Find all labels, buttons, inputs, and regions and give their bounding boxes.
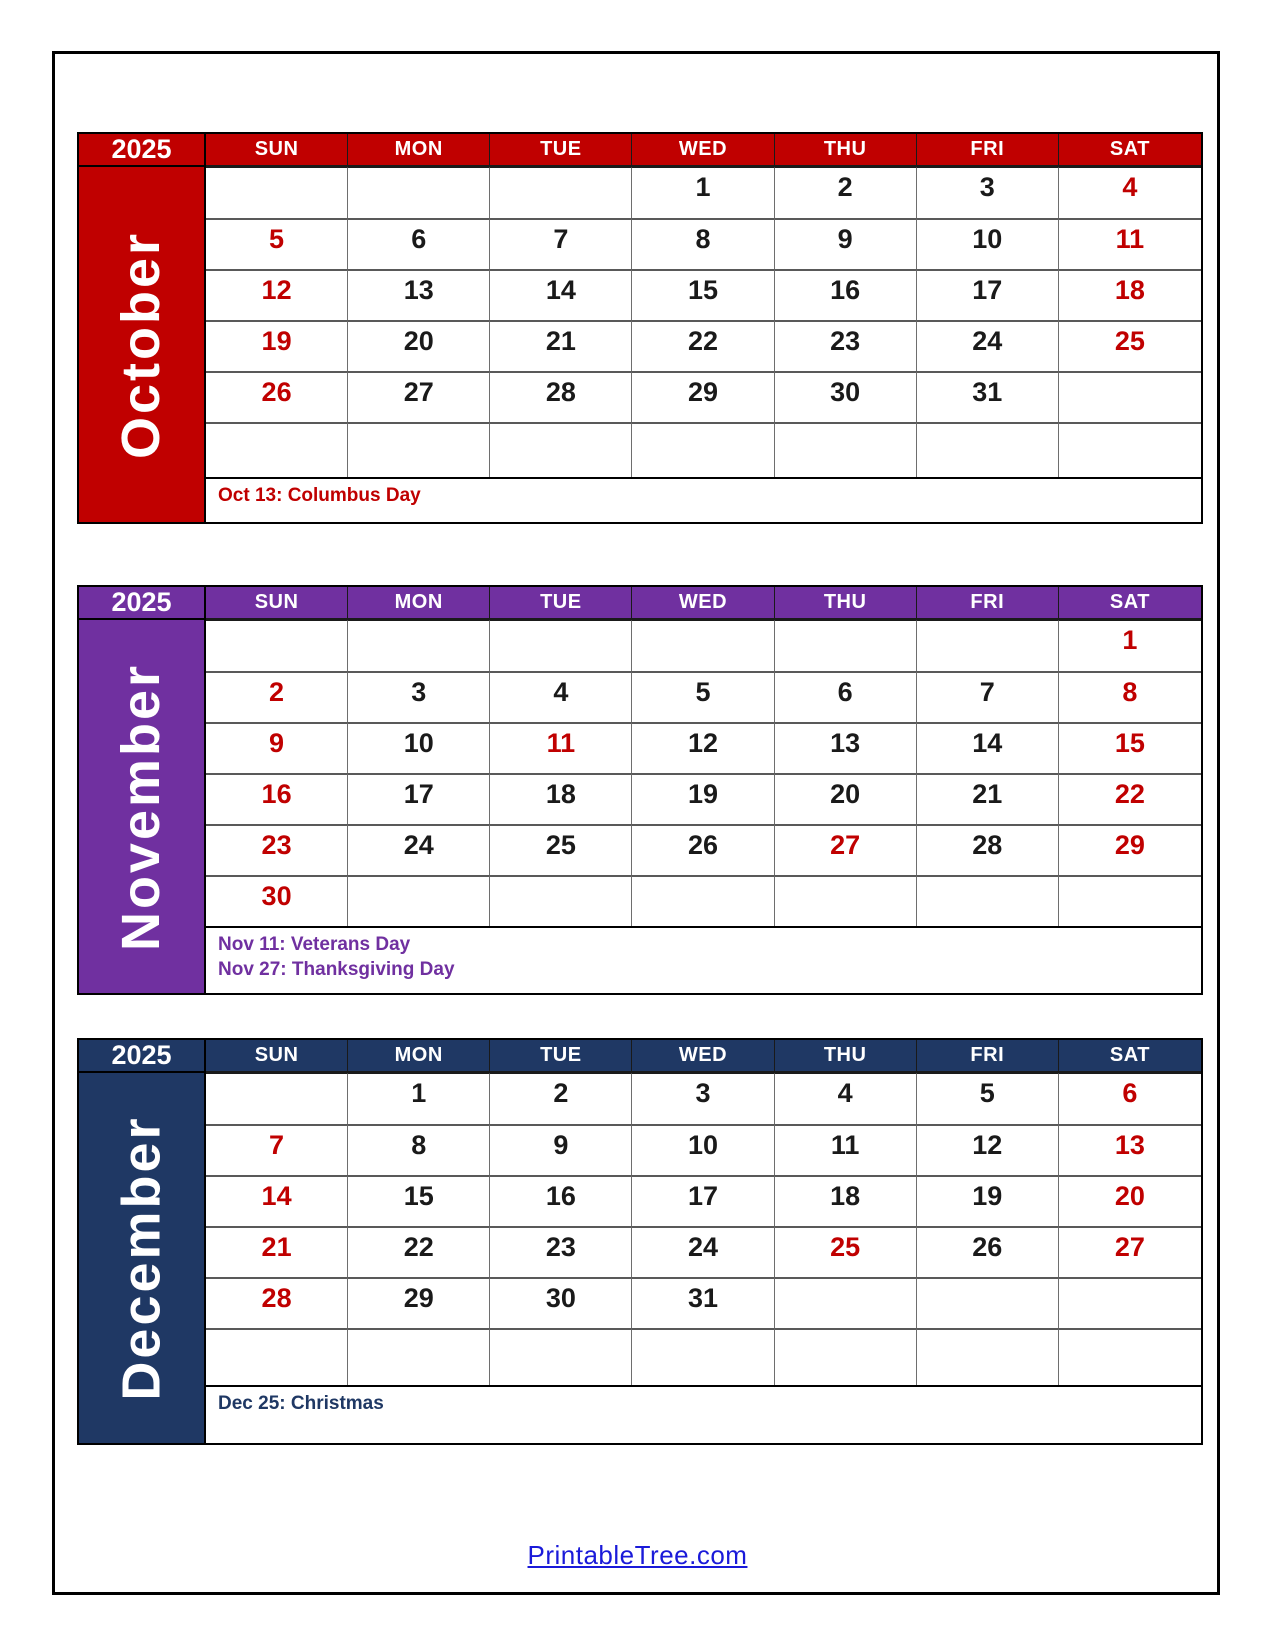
- day-dec-26: 26: [917, 1226, 1059, 1277]
- day-nov-24: 24: [348, 824, 490, 875]
- day-cell-empty: [917, 422, 1059, 477]
- day-oct-22: 22: [632, 320, 774, 371]
- day-dec-10: 10: [632, 1124, 774, 1175]
- day-header-fri: FRI: [917, 587, 1059, 620]
- year-label-october: 2025: [79, 134, 206, 167]
- holiday-notes-december: [206, 1385, 1201, 1443]
- day-dec-29: 29: [348, 1277, 490, 1328]
- day-cell-empty: [490, 422, 632, 477]
- day-cell-empty: [775, 1277, 917, 1328]
- day-nov-25: 25: [490, 824, 632, 875]
- day-nov-22: 22: [1059, 773, 1201, 824]
- day-header-sat: SAT: [1059, 1040, 1201, 1073]
- day-oct-26: 26: [206, 371, 348, 422]
- day-header-mon: MON: [348, 134, 490, 167]
- day-nov-18: 18: [490, 773, 632, 824]
- month-name-vertical: December: [111, 1115, 172, 1401]
- day-cell-empty: [206, 620, 348, 671]
- day-nov-20: 20: [775, 773, 917, 824]
- day-header-thu: THU: [775, 134, 917, 167]
- day-dec-21: 21: [206, 1226, 348, 1277]
- day-dec-6: 6: [1059, 1073, 1201, 1124]
- day-oct-23: 23: [775, 320, 917, 371]
- day-oct-14: 14: [490, 269, 632, 320]
- day-header-mon: MON: [348, 587, 490, 620]
- day-cell-empty: [775, 1328, 917, 1385]
- day-dec-4: 4: [775, 1073, 917, 1124]
- day-oct-21: 21: [490, 320, 632, 371]
- day-header-fri: FRI: [917, 134, 1059, 167]
- day-cell-empty: [775, 422, 917, 477]
- day-cell-empty: [206, 167, 348, 218]
- day-cell-empty: [917, 1277, 1059, 1328]
- day-dec-14: 14: [206, 1175, 348, 1226]
- day-oct-4: 4: [1059, 167, 1201, 218]
- holiday-note: Nov 11: Veterans Day: [218, 934, 411, 955]
- day-header-tue: TUE: [490, 134, 632, 167]
- day-cell-empty: [1059, 1277, 1201, 1328]
- day-cell-empty: [1059, 422, 1201, 477]
- holiday-notes-november: [206, 926, 1201, 993]
- day-header-fri: FRI: [917, 1040, 1059, 1073]
- day-cell-empty: [206, 1073, 348, 1124]
- day-dec-24: 24: [632, 1226, 774, 1277]
- holiday-note: Nov 27: Thanksgiving Day: [218, 958, 455, 980]
- day-dec-9: 9: [490, 1124, 632, 1175]
- day-dec-31: 31: [632, 1277, 774, 1328]
- holiday-note: Dec 25: Christmas: [218, 1393, 384, 1414]
- day-oct-18: 18: [1059, 269, 1201, 320]
- day-dec-19: 19: [917, 1175, 1059, 1226]
- day-header-sun: SUN: [206, 1040, 348, 1073]
- day-nov-5: 5: [632, 671, 774, 722]
- day-cell-empty: [917, 1328, 1059, 1385]
- day-cell-empty: [632, 422, 774, 477]
- day-dec-18: 18: [775, 1175, 917, 1226]
- day-cell-empty: [1059, 1328, 1201, 1385]
- day-dec-17: 17: [632, 1175, 774, 1226]
- day-dec-7: 7: [206, 1124, 348, 1175]
- day-nov-16: 16: [206, 773, 348, 824]
- day-nov-17: 17: [348, 773, 490, 824]
- day-cell-empty: [775, 620, 917, 671]
- day-header-thu: THU: [775, 587, 917, 620]
- day-oct-6: 6: [348, 218, 490, 269]
- day-header-wed: WED: [632, 1040, 774, 1073]
- day-dec-3: 3: [632, 1073, 774, 1124]
- day-header-sat: SAT: [1059, 134, 1201, 167]
- month-band-november: [79, 620, 206, 993]
- month-band-december: [79, 1073, 206, 1443]
- day-oct-11: 11: [1059, 218, 1201, 269]
- day-dec-25: 25: [775, 1226, 917, 1277]
- day-dec-12: 12: [917, 1124, 1059, 1175]
- day-dec-20: 20: [1059, 1175, 1201, 1226]
- day-dec-16: 16: [490, 1175, 632, 1226]
- day-nov-26: 26: [632, 824, 774, 875]
- day-dec-28: 28: [206, 1277, 348, 1328]
- month-name-vertical: November: [111, 662, 172, 951]
- day-nov-10: 10: [348, 722, 490, 773]
- day-cell-empty: [206, 422, 348, 477]
- day-oct-17: 17: [917, 269, 1059, 320]
- day-oct-7: 7: [490, 218, 632, 269]
- day-oct-29: 29: [632, 371, 774, 422]
- day-dec-11: 11: [775, 1124, 917, 1175]
- day-cell-empty: [348, 1328, 490, 1385]
- day-nov-29: 29: [1059, 824, 1201, 875]
- month-calendar-november: [77, 585, 1203, 995]
- footer: [0, 1540, 1275, 1571]
- day-dec-22: 22: [348, 1226, 490, 1277]
- day-nov-30: 30: [206, 875, 348, 926]
- day-nov-8: 8: [1059, 671, 1201, 722]
- day-header-tue: TUE: [490, 1040, 632, 1073]
- day-nov-23: 23: [206, 824, 348, 875]
- day-nov-4: 4: [490, 671, 632, 722]
- day-cell-empty: [490, 875, 632, 926]
- day-header-wed: WED: [632, 134, 774, 167]
- day-dec-13: 13: [1059, 1124, 1201, 1175]
- day-oct-10: 10: [917, 218, 1059, 269]
- day-cell-empty: [348, 422, 490, 477]
- day-cell-empty: [490, 620, 632, 671]
- day-oct-30: 30: [775, 371, 917, 422]
- day-cell-empty: [1059, 875, 1201, 926]
- day-nov-3: 3: [348, 671, 490, 722]
- day-cell-empty: [348, 875, 490, 926]
- day-nov-1: 1: [1059, 620, 1201, 671]
- day-header-sun: SUN: [206, 587, 348, 620]
- day-nov-15: 15: [1059, 722, 1201, 773]
- day-header-tue: TUE: [490, 587, 632, 620]
- day-nov-14: 14: [917, 722, 1059, 773]
- day-oct-2: 2: [775, 167, 917, 218]
- day-cell-empty: [775, 875, 917, 926]
- month-name-vertical: October: [111, 230, 172, 459]
- day-dec-30: 30: [490, 1277, 632, 1328]
- day-cell-empty: [490, 1328, 632, 1385]
- day-cell-empty: [206, 1328, 348, 1385]
- holiday-notes-october: [206, 477, 1201, 522]
- day-dec-8: 8: [348, 1124, 490, 1175]
- day-cell-empty: [348, 167, 490, 218]
- day-header-sat: SAT: [1059, 587, 1201, 620]
- day-dec-23: 23: [490, 1226, 632, 1277]
- day-cell-empty: [632, 875, 774, 926]
- day-nov-7: 7: [917, 671, 1059, 722]
- day-nov-21: 21: [917, 773, 1059, 824]
- day-header-sun: SUN: [206, 134, 348, 167]
- day-header-mon: MON: [348, 1040, 490, 1073]
- day-nov-12: 12: [632, 722, 774, 773]
- day-cell-empty: [632, 620, 774, 671]
- day-oct-5: 5: [206, 218, 348, 269]
- day-oct-3: 3: [917, 167, 1059, 218]
- day-dec-1: 1: [348, 1073, 490, 1124]
- day-nov-2: 2: [206, 671, 348, 722]
- month-calendar-october: [77, 132, 1203, 524]
- holiday-note: Oct 13: Columbus Day: [218, 485, 421, 506]
- day-oct-12: 12: [206, 269, 348, 320]
- day-cell-empty: [917, 875, 1059, 926]
- day-nov-13: 13: [775, 722, 917, 773]
- day-dec-5: 5: [917, 1073, 1059, 1124]
- day-nov-9: 9: [206, 722, 348, 773]
- footer-link[interactable]: PrintableTree.com: [527, 1540, 748, 1570]
- day-nov-11: 11: [490, 722, 632, 773]
- day-dec-15: 15: [348, 1175, 490, 1226]
- month-calendar-december: [77, 1038, 1203, 1445]
- day-dec-27: 27: [1059, 1226, 1201, 1277]
- day-oct-8: 8: [632, 218, 774, 269]
- day-nov-28: 28: [917, 824, 1059, 875]
- day-oct-1: 1: [632, 167, 774, 218]
- day-dec-2: 2: [490, 1073, 632, 1124]
- day-oct-28: 28: [490, 371, 632, 422]
- year-label-november: 2025: [79, 587, 206, 620]
- day-cell-empty: [490, 167, 632, 218]
- day-oct-31: 31: [917, 371, 1059, 422]
- year-label-december: 2025: [79, 1040, 206, 1073]
- day-header-wed: WED: [632, 587, 774, 620]
- day-nov-27: 27: [775, 824, 917, 875]
- day-nov-19: 19: [632, 773, 774, 824]
- day-cell-empty: [348, 620, 490, 671]
- day-oct-19: 19: [206, 320, 348, 371]
- day-oct-15: 15: [632, 269, 774, 320]
- day-oct-20: 20: [348, 320, 490, 371]
- day-cell-empty: [1059, 371, 1201, 422]
- day-cell-empty: [917, 620, 1059, 671]
- day-header-thu: THU: [775, 1040, 917, 1073]
- day-oct-27: 27: [348, 371, 490, 422]
- month-band-october: [79, 167, 206, 522]
- day-oct-9: 9: [775, 218, 917, 269]
- day-nov-6: 6: [775, 671, 917, 722]
- day-cell-empty: [632, 1328, 774, 1385]
- day-oct-25: 25: [1059, 320, 1201, 371]
- day-oct-16: 16: [775, 269, 917, 320]
- day-oct-24: 24: [917, 320, 1059, 371]
- day-oct-13: 13: [348, 269, 490, 320]
